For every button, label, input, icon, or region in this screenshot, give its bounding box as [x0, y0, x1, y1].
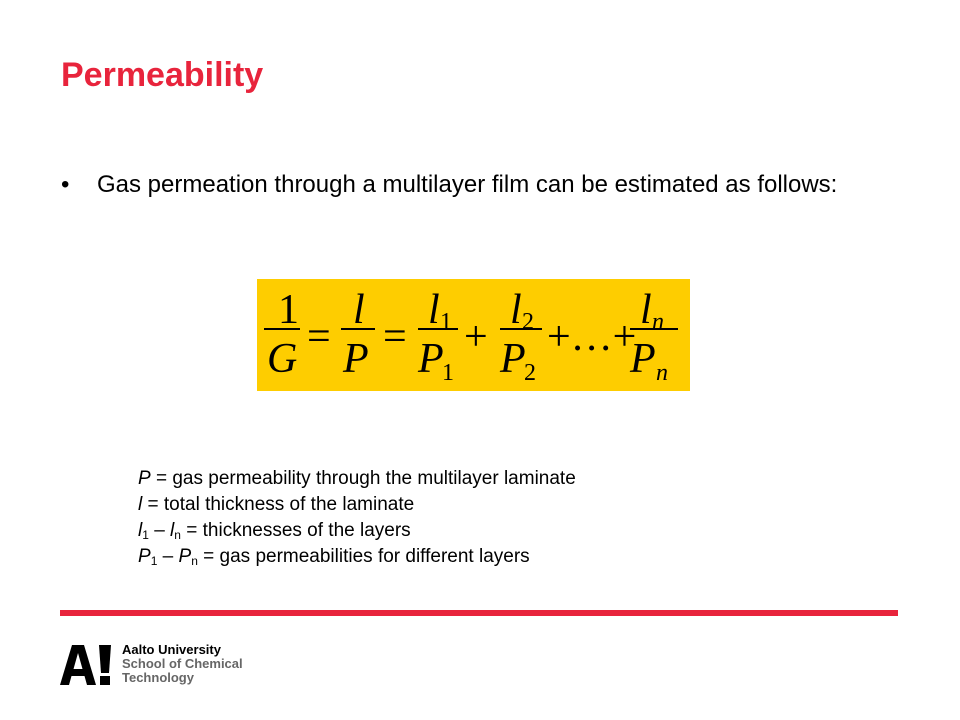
term1-numerator: l [353, 287, 365, 333]
definition-symbol: P [138, 468, 151, 489]
term2-denominator: P [418, 336, 444, 382]
term4-denominator: P [630, 336, 656, 382]
definition-dash: – [157, 546, 179, 567]
definition-range-symbol: l [170, 520, 175, 541]
formula-box [257, 279, 690, 391]
definition-range-sub: n [174, 528, 181, 542]
lhs-denominator: G [267, 336, 298, 382]
term3-denominator: P [500, 336, 526, 382]
formula [257, 279, 690, 391]
definition-range-symbol: P [178, 546, 192, 567]
bullet-marker: • [61, 171, 70, 198]
plus-sign: + [464, 314, 488, 360]
definition-row [138, 518, 576, 544]
definition-text: = gas permeability through the multilayer laminate [150, 468, 576, 489]
definition-symbol: P [138, 546, 151, 567]
aalto-logo-icon [60, 645, 112, 685]
school-name-line1: School of Chemical [122, 656, 243, 671]
logo-wordmark [122, 643, 243, 685]
term2-numerator: l [428, 287, 440, 333]
definition-symbol: l [138, 520, 143, 541]
term3-denominator-sub: 2 [524, 360, 536, 386]
bullet-text: Gas permeation through a multilayer film can be estimated as follows: [97, 171, 838, 198]
footer-divider [60, 610, 898, 616]
definition-symbol-sub: 1 [150, 554, 158, 568]
definition-text: = gas permeabilities for different layers [197, 546, 530, 567]
equals-sign: = [383, 314, 407, 360]
term4-numerator-sub: n [652, 309, 664, 335]
term2-denominator-sub: 1 [442, 360, 454, 386]
definition-range-sub: n [191, 554, 198, 568]
term3-numerator: l [510, 287, 522, 333]
lhs-numerator: 1 [278, 287, 299, 333]
university-name: Aalto University [122, 642, 221, 657]
term4-denominator-sub: n [656, 360, 668, 386]
definition-row [138, 466, 576, 492]
ellipsis-sum: +…+ [547, 314, 637, 360]
bullet-item [61, 168, 899, 201]
definition-text: = thicknesses of the layers [180, 520, 411, 541]
definition-dash: – [148, 520, 171, 541]
definition-row [138, 492, 576, 518]
definition-text: = total thickness of the laminate [142, 494, 415, 515]
slide-title: Permeability [61, 56, 264, 94]
definition-symbol: l [138, 494, 143, 515]
school-name-line2: Technology [122, 670, 194, 685]
equals-sign: = [307, 314, 331, 360]
term1-denominator: P [343, 336, 369, 382]
definition-row [138, 544, 576, 570]
definition-symbol-sub: 1 [142, 528, 149, 542]
term3-numerator-sub: 2 [522, 309, 534, 335]
term4-numerator: l [640, 287, 652, 333]
term2-numerator-sub: 1 [440, 309, 452, 335]
definitions-list [138, 466, 576, 570]
